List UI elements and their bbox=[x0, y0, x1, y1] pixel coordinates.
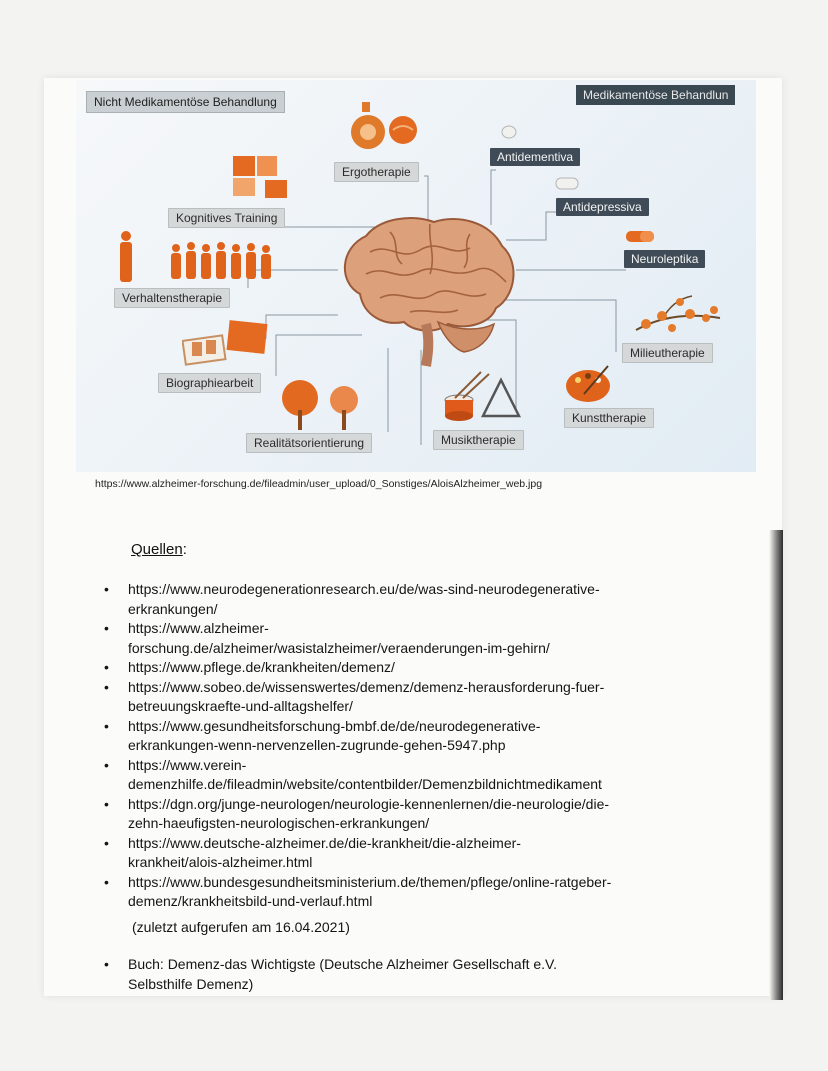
bullet: • bbox=[104, 659, 109, 675]
bullet: • bbox=[104, 956, 109, 972]
sources-heading bbox=[131, 541, 187, 558]
drum-triangle-icon bbox=[441, 370, 521, 426]
bullet: • bbox=[104, 678, 109, 695]
label-antidepressiva: Antidepressiva bbox=[556, 198, 649, 216]
source-item bbox=[104, 756, 704, 795]
sources-title: Quellen bbox=[131, 541, 183, 558]
source-link-cont[interactable]: erkrankungen/ bbox=[128, 600, 218, 617]
source-item bbox=[104, 873, 704, 912]
sources-title-colon: : bbox=[182, 541, 187, 558]
label-kunsttherapie: Kunsttherapie bbox=[564, 408, 654, 428]
tablet-pill-icon bbox=[554, 176, 582, 192]
bullet: • bbox=[104, 717, 109, 734]
bullet: • bbox=[104, 834, 109, 851]
book-reference bbox=[104, 955, 728, 994]
source-link-cont[interactable]: demenzhilfe.de/fileadmin/website/contentbilder/Demenzbildnichtmedikament bbox=[128, 776, 602, 792]
source-link[interactable]: https://www.pflege.de/krankheiten/demenz/ bbox=[128, 659, 395, 675]
label-realitaetsorientierung: Realitätsorientierung bbox=[246, 433, 372, 453]
bullet: • bbox=[104, 873, 109, 890]
flower-branch-icon bbox=[632, 290, 724, 342]
label-ergotherapie: Ergotherapie bbox=[334, 162, 419, 182]
source-link-cont[interactable]: erkrankungen-wenn-nervenzellen-zugrunde-gehen-5947.php bbox=[128, 737, 506, 753]
source-item bbox=[104, 795, 704, 834]
source-item bbox=[104, 717, 704, 756]
ergotherapy-icon bbox=[348, 100, 420, 156]
label-biographiearbeit: Biographiearbeit bbox=[158, 373, 261, 393]
photo-album-icon bbox=[182, 320, 272, 368]
source-item bbox=[104, 834, 704, 873]
source-item bbox=[104, 658, 704, 678]
source-link[interactable]: https://www.verein- bbox=[128, 756, 247, 773]
image-source-url: https://www.alzheimer-forschung.de/fileadmin/user_upload/0_Sonstiges/AloisAlzheimer_web.jpg bbox=[95, 478, 543, 490]
label-musiktherapie: Musiktherapie bbox=[433, 430, 524, 450]
source-link[interactable]: https://dgn.org/junge-neurologen/neurologie-kennenlernen/die-neurologie/die- bbox=[128, 795, 610, 812]
source-link-cont[interactable]: demenz/krankheitsbild-und-verlauf.html bbox=[128, 893, 373, 909]
source-item bbox=[104, 678, 704, 717]
source-link[interactable]: https://www.deutsche-alzheimer.de/die-krankheit/die-alzheimer- bbox=[128, 834, 521, 851]
bullet: • bbox=[104, 756, 109, 773]
label-antidementiva: Antidementiva bbox=[490, 148, 580, 166]
accessed-date-note: (zuletzt aufgerufen am 16.04.2021) bbox=[132, 919, 350, 935]
brain-illustration bbox=[330, 212, 520, 368]
sources-list bbox=[104, 580, 704, 912]
source-link[interactable]: https://www.bundesgesundheitsministerium.de/themen/pflege/online-ratgeber- bbox=[128, 873, 612, 890]
source-item bbox=[104, 580, 704, 619]
bullet: • bbox=[104, 620, 109, 636]
source-link-cont[interactable]: zehn-haeufigsten-neurologischen-erkrankungen/ bbox=[128, 815, 430, 831]
header-drug-treatment: Medikamentöse Behandlun bbox=[576, 85, 735, 105]
treatment-infographic bbox=[76, 80, 756, 472]
label-kognitives-training: Kognitives Training bbox=[168, 208, 285, 228]
label-verhaltenstherapie: Verhaltenstherapie bbox=[114, 288, 230, 308]
paint-palette-icon bbox=[564, 364, 614, 406]
source-link[interactable]: https://www.neurodegenerationresearch.eu/de/was-sind-neurodegenerative- bbox=[128, 581, 600, 597]
source-link-cont[interactable]: betreuungskraefte-und-alltagshelfer/ bbox=[128, 698, 353, 714]
header-non-drug-treatment: Nicht Medikamentöse Behandlung bbox=[86, 91, 285, 113]
puzzle-icon bbox=[231, 152, 291, 200]
trees-icon bbox=[274, 378, 370, 432]
source-link[interactable]: https://www.gesundheitsforschung-bmbf.de/de/neurodegenerative- bbox=[128, 717, 541, 734]
source-link-cont[interactable]: forschung.de/alzheimer/wasistalzheimer/veraenderungen-im-gehirn/ bbox=[128, 639, 550, 656]
page-edge-shadow bbox=[769, 530, 783, 1000]
label-milieutherapie: Milieutherapie bbox=[622, 343, 713, 363]
people-icon bbox=[116, 230, 276, 290]
bullet: • bbox=[104, 795, 109, 812]
label-neuroleptika: Neuroleptika bbox=[624, 250, 705, 268]
book-reference-line1: Buch: Demenz-das Wichtigste (Deutsche Alzheimer Gesellschaft e.V. bbox=[128, 956, 558, 972]
capsule-pill-icon bbox=[624, 228, 658, 246]
book-reference-line2: Selbsthilfe Demenz) bbox=[128, 975, 254, 992]
source-link[interactable]: https://www.sobeo.de/wissenswertes/demenz/demenz-herausforderung-fuer- bbox=[128, 678, 605, 695]
round-pill-icon bbox=[500, 124, 518, 140]
source-item bbox=[104, 619, 704, 658]
bullet: • bbox=[104, 581, 109, 597]
source-link[interactable]: https://www.alzheimer- bbox=[128, 620, 269, 636]
source-link-cont[interactable]: krankheit/alois-alzheimer.html bbox=[128, 854, 313, 870]
